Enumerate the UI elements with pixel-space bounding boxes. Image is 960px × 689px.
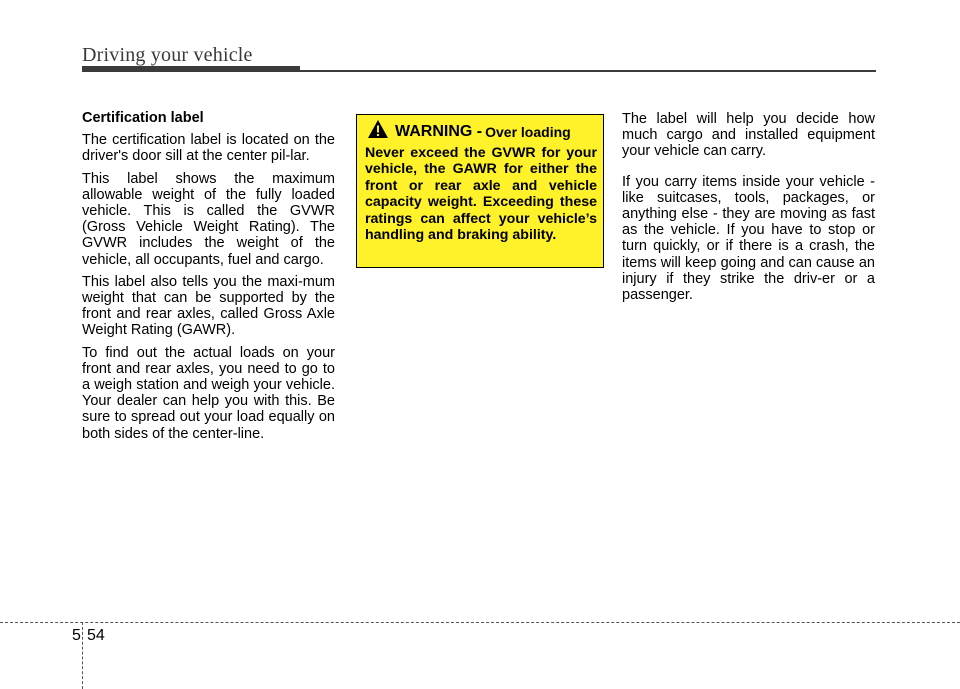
warning-header — [395, 123, 597, 141]
chapter-number: 5 — [72, 627, 81, 644]
header-accent-bar — [82, 66, 300, 72]
warning-text: Never exceed the GVWR for your vehicle, the GAWR for either the front or rear axle and vehicle capacity weight. Exceeding these ratings can affect your vehicle’s handling and braking ability. — [365, 145, 597, 244]
paragraph-weigh-station: To find out the actual loads on your front and rear axles, you need to go to a weigh station and weigh your vehicle. Your dealer can help you with this. Be sure to spread out your load equally on both sides of the center-line. — [82, 344, 335, 442]
footer-dashed-rule — [0, 622, 960, 623]
paragraph-gawr: This label also tells you the maxi-mum weight that can be supported by the front and rear axles, called Gross Axle Weight Rating (GAWR). — [82, 273, 335, 339]
paragraph-location: The certification label is located on the driver's door sill at the center pil-lar. — [82, 132, 335, 165]
right-column — [622, 111, 875, 317]
warning-box — [356, 114, 604, 268]
warning-label: WARNING - — [395, 123, 483, 140]
paragraph-carry-items: If you carry items inside your vehicle - like suitcases, tools, packages, or anything else - they are moving as fast as the vehicle. If you have to stop or turn quickly, or if there is a crash, the items will keep going and can cause an injury if they strike the driv-er or a passenger. — [622, 173, 875, 304]
warning-triangle-icon — [367, 119, 389, 139]
section-heading: Certification label — [82, 110, 204, 126]
warning-subject: Over loading — [485, 124, 571, 140]
paragraph-label-help: The label will help you decide how much cargo and installed equipment your vehicle can carry. — [622, 111, 875, 160]
page-header-title: Driving your vehicle — [82, 44, 253, 66]
page-number: 54 — [87, 627, 105, 644]
paragraph-gvwr: This label shows the maximum allowable weight of the fully loaded vehicle. This is called the GVWR (Gross Vehicle Weight Rating). The GVWR includes the weight of the vehicle, all occupants, fuel and cargo. — [82, 170, 335, 268]
header-rule — [300, 70, 876, 72]
footer-dashed-divider — [82, 622, 83, 689]
left-column — [82, 110, 335, 448]
